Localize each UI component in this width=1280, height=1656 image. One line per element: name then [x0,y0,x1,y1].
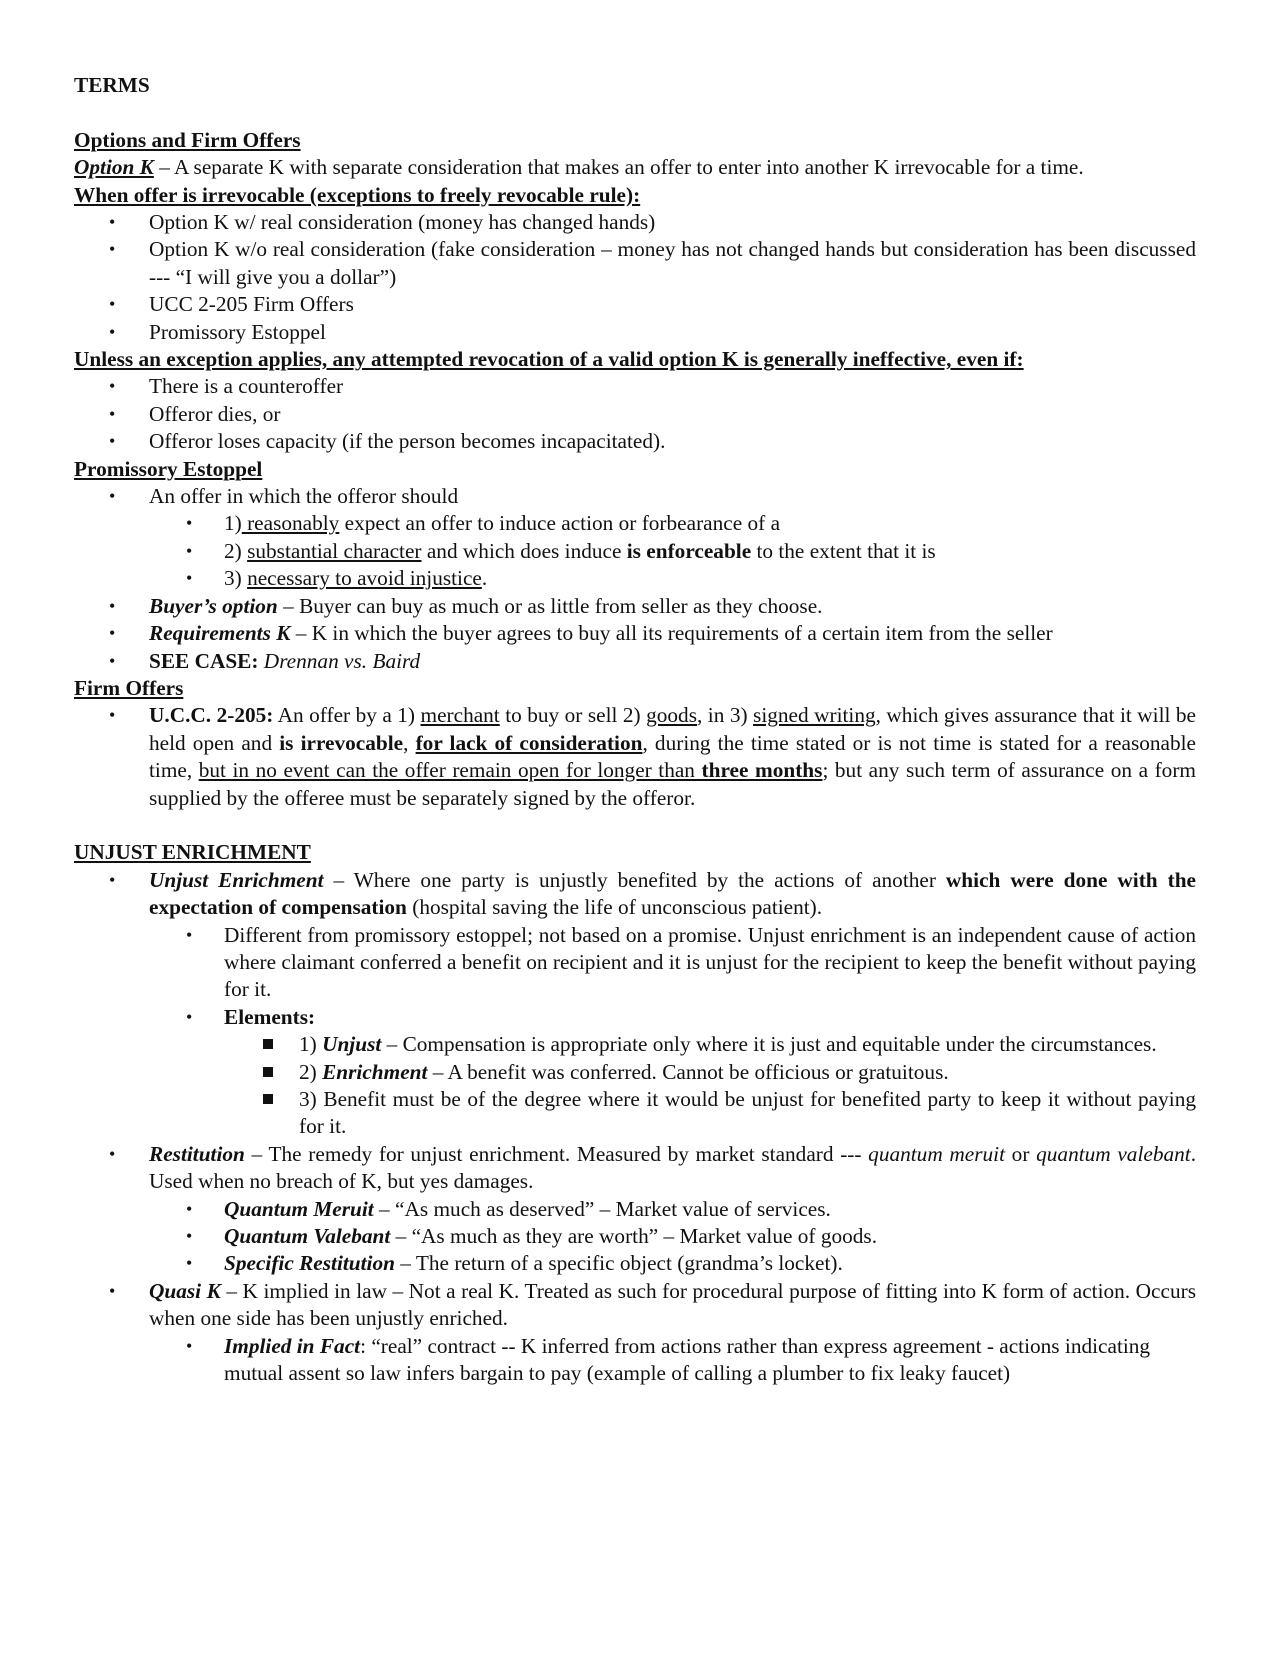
bullet-icon: • [186,1253,193,1274]
item-number: 1) [224,511,242,536]
sub-list-item [74,922,1196,1004]
defined-term: Buyer’s option [149,593,278,618]
definition-text: – Compensation is appropriate only where it is just and equitable under the circumstances. [381,1032,1157,1057]
bullet-icon: • [109,212,116,233]
firm-offers-heading: Firm Offers [74,675,184,700]
definition-text: – “As much as deserved” – Market value of services. [373,1196,831,1221]
bullet-icon: • [186,540,193,561]
sub-list-item [74,510,1196,537]
section-heading-unjust-enrichment: UNJUST ENRICHMENT [74,840,311,865]
sub-list-item [74,565,1196,592]
sub-sub-list-item [74,1031,1196,1058]
section-heading-options: Options and Firm Offers [74,127,301,152]
blank-line [74,812,1196,839]
italic-term: quantum valebant [1036,1141,1191,1166]
bold-underlined-term: for lack of consideration [415,730,643,755]
defined-term: Unjust Enrichment [149,867,324,892]
bullet-icon: • [186,513,193,534]
defined-term: Requirements K [149,621,291,646]
item-number: 1) [299,1032,323,1057]
option-k-term: Option K [74,155,154,180]
item-text: and which does induce [421,538,627,563]
underlined-term: goods [646,703,697,728]
italic-term: quantum meruit [868,1141,1005,1166]
blank-line [74,99,1196,126]
bullet-icon: • [109,376,116,397]
list-item [74,648,1196,675]
definition-text: (hospital saving the life of unconscious patient). [406,895,823,920]
sub-list-item [74,1004,1196,1031]
bullet-icon: • [109,650,116,671]
bullet-icon: • [186,924,193,945]
definition-text: – K in which the buyer agrees to buy all its requirements of a certain item from the seller [290,621,1053,646]
definition-text: – The remedy for unjust enrichment. Measured by market standard --- [244,1141,869,1166]
irrevocable-heading: When offer is irrevocable (exceptions to freely revocable rule): [74,182,641,207]
list-item [74,1278,1196,1333]
list-item [74,209,1196,236]
bullet-icon: • [186,1335,193,1356]
unless-heading: Unless an exception applies, any attempted revocation of a valid option K is generally ineffective, even if: [74,347,1024,372]
list-item-text: UCC 2-205 Firm Offers [149,292,354,317]
defined-term: Enrichment [322,1059,428,1084]
sub-sub-list-item [74,1086,1196,1141]
bold-underlined-term: three months [701,758,823,783]
bold-term: is irrevocable [279,730,404,755]
list-item-text: Option K w/o real consideration (fake consideration – money has not changed hands but consideration has been discussed --- “I will give you a dollar”) [149,237,1196,289]
list-item [74,593,1196,620]
option-k-text: – A separate K with separate consideration that makes an offer to enter into another K irrevocable for a time. [153,155,1084,180]
bullet-icon: • [109,1280,116,1301]
underlined-term: but in no event can the offer remain open for longer than [198,758,702,783]
definition-text: – A benefit was conferred. Cannot be officious or gratuitous. [427,1059,949,1084]
underlined-term: reasonably [241,511,340,536]
item-number: 3) [224,566,248,591]
defined-term: Restitution [149,1141,245,1166]
sub-list-item [74,1333,1196,1388]
item-text: , which gives assurance that it will be held open and [149,703,1196,755]
underlined-term: signed writing [753,703,876,728]
bullet-icon: • [109,595,116,616]
item-number: 2) [299,1059,323,1084]
defined-term: Unjust [322,1032,382,1057]
list-item [74,428,1196,455]
bullet-icon: • [109,705,116,726]
bullet-icon: • [186,1198,193,1219]
item-number: 2) [224,538,248,563]
defined-term: Quasi K [149,1278,221,1303]
ucc-label: U.C.C. 2-205: [149,703,274,728]
underlined-term: substantial character [247,538,422,563]
list-item-text: An offer in which the offeror should [149,484,459,509]
definition-text: – Buyer can buy as much or as little from seller as they choose. [277,593,823,618]
bullet-icon: • [109,623,116,644]
list-item [74,373,1196,400]
item-text: , [403,730,416,755]
list-item [74,1141,1196,1196]
item-text: ; but any such term of assurance on a form supplied by the offeree must be separately signed by the offeror. [149,758,1196,810]
see-case-label: SEE CASE: [149,648,259,673]
list-item [74,483,1196,510]
list-item [74,702,1196,812]
sub-list-item [74,1223,1196,1250]
bullet-icon: • [109,869,116,890]
item-text: to the extent that it is [751,538,936,563]
list-item-text: Offeror loses capacity (if the person becomes incapacitated). [149,429,666,454]
list-item-text: Offeror dies, or [149,401,281,426]
item-text: expect an offer to induce action or forbearance of a [339,511,781,536]
list-item-text: Promissory Estoppel [149,319,326,344]
bullet-icon: • [109,1143,116,1164]
bullet-icon: • [186,568,193,589]
definition-text: : “real” contract -- K inferred from actions rather than express agreement - actions indicating mutual assent so law infers bargain to pay (example of calling a plumber to fix leaky faucet) [224,1333,1151,1386]
square-bullet-icon [263,1039,273,1049]
bold-term: which were done with the expectation of compensation [149,867,1196,920]
list-item [74,319,1196,346]
document-title: TERMS [74,73,150,97]
definition-text: – The return of a specific object (grandma’s locket). [394,1251,843,1276]
bullet-icon: • [109,431,116,452]
square-bullet-icon [263,1067,273,1077]
sub-list-item [74,1196,1196,1223]
definition-text: . Used when no breach of K, but yes damages. [149,1141,1197,1194]
item-text: . [481,566,488,591]
sub-sub-list-item [74,1059,1196,1086]
list-item [74,401,1196,428]
bullet-icon: • [109,294,116,315]
bullet-icon: • [109,403,116,424]
list-item-text: Option K w/ real consideration (money has changed hands) [149,210,656,235]
definition-text: – Where one party is unjustly benefited by the actions of another [323,867,946,892]
item-text: 3) Benefit must be of the degree where it would be unjust for benefited party to keep it without paying for it. [299,1087,1196,1139]
bullet-icon: • [109,321,116,342]
list-item [74,236,1196,291]
promissory-estoppel-heading: Promissory Estoppel [74,456,263,481]
item-text: An offer by a 1) [273,703,421,728]
item-text: , during the time stated or is not time is stated for a reasonable time, [149,730,1197,783]
list-item [74,867,1196,922]
sub-list-item [74,1250,1196,1277]
bullet-icon: • [186,1006,193,1027]
item-text: to buy or sell 2) [499,703,647,728]
item-text: Different from promissory estoppel; not based on a promise. Unjust enrichment is an independent cause of action where claimant conferred a benefit on recipient and it is unjust for the recipient to keep the benefit without paying for it. [224,922,1196,1002]
defined-term: Specific Restitution [224,1251,395,1276]
underlined-term: necessary to avoid injustice [247,566,482,591]
square-bullet-icon [263,1094,273,1104]
bullet-icon: • [109,486,116,507]
bold-term: is enforceable [626,538,752,563]
definition-text: – “As much as they are worth” – Market value of goods. [390,1224,878,1249]
list-item [74,291,1196,318]
definition-text: – K implied in law – Not a real K. Treated as such for procedural purpose of fitting into K form of action. Occurs when one side has been unjustly enriched. [149,1278,1196,1331]
underlined-term: merchant [420,703,500,728]
elements-label: Elements: [224,1004,316,1029]
option-k-definition [74,154,1196,181]
defined-term: Quantum Meruit [224,1196,374,1221]
bullet-icon: • [186,1226,193,1247]
definition-text: or [1005,1141,1037,1166]
bullet-icon: • [109,239,116,260]
sub-list-item [74,538,1196,565]
list-item-text: There is a counteroffer [149,374,344,399]
defined-term: Implied in Fact [224,1333,361,1358]
list-item [74,620,1196,647]
case-name: Drennan vs. Baird [258,648,421,673]
defined-term: Quantum Valebant [224,1224,391,1249]
item-text: , in 3) [697,703,754,728]
